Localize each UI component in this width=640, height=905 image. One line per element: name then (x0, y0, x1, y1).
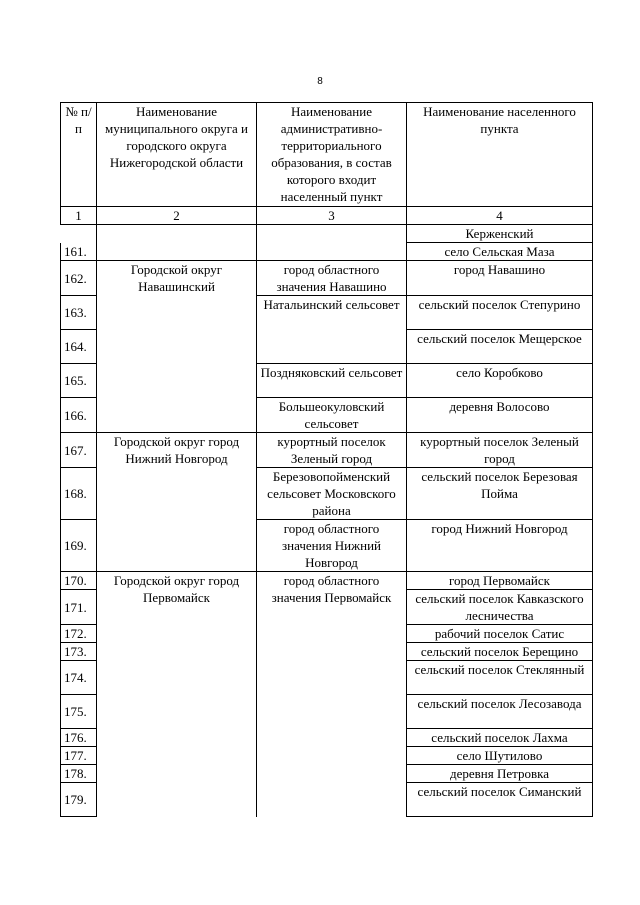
row-number: 164. (61, 330, 97, 364)
row-number: 172. (61, 625, 97, 643)
row-number: 167. (61, 433, 97, 468)
column-number: 3 (257, 207, 407, 225)
column-number: 2 (97, 207, 257, 225)
row-number: 162. (61, 261, 97, 296)
row-number: 178. (61, 765, 97, 783)
settlement-cell: Керженский (407, 225, 593, 243)
admin-unit-cell: Поздняковский сельсовет (257, 364, 407, 398)
admin-unit-cell: город областного значения Нижний Новгород (257, 520, 407, 572)
admin-unit-cell: город областного значения Первомайск (257, 572, 407, 817)
row-number: 165. (61, 364, 97, 398)
table-row (61, 433, 593, 468)
settlement-cell: деревня Петровка (407, 765, 593, 783)
row-number: 170. (61, 572, 97, 590)
row-number: 173. (61, 643, 97, 661)
settlement-cell: сельский поселок Берещино (407, 643, 593, 661)
column-number: 4 (407, 207, 593, 225)
settlement-cell: сельский поселок Кавказского лесничества (407, 590, 593, 625)
settlement-cell: село Сельская Маза (407, 243, 593, 261)
district-cell: Городской округ Навашинский (97, 261, 257, 433)
settlement-cell: сельский поселок Степурино (407, 296, 593, 330)
page-number: 8 (317, 76, 323, 87)
row-number: 163. (61, 296, 97, 330)
header-number: № п/п (61, 103, 97, 207)
settlement-cell: сельский поселок Лесозавода (407, 695, 593, 729)
settlement-cell: город Первомайск (407, 572, 593, 590)
row-number: 166. (61, 398, 97, 433)
admin-unit-cell: курортный поселок Зеленый город (257, 433, 407, 468)
table-row (61, 225, 593, 243)
settlement-cell: сельский поселок Березовая Пойма (407, 468, 593, 520)
settlement-cell: сельский поселок Лахма (407, 729, 593, 747)
table-row (61, 572, 593, 590)
settlement-cell: деревня Волосово (407, 398, 593, 433)
district-cell: Городской округ город Первомайск (97, 572, 257, 817)
admin-unit-cell: Натальинский сельсовет (257, 296, 407, 364)
settlement-cell: город Нижний Новгород (407, 520, 593, 572)
column-number: 1 (61, 207, 97, 225)
row-number: 177. (61, 747, 97, 765)
settlement-cell: сельский поселок Симанский (407, 783, 593, 817)
admin-unit-cell: Березовопойменский сельсовет Московского района (257, 468, 407, 520)
settlements-table (60, 102, 593, 817)
table-row (61, 243, 593, 261)
header-settlement: Наименование населенного пункта (407, 103, 593, 207)
district-cell: Городской округ город Нижний Новгород (97, 433, 257, 572)
column-numbers-row (61, 207, 593, 225)
row-number: 171. (61, 590, 97, 625)
table-row (61, 261, 593, 296)
admin-unit-cell: Большеокуловский сельсовет (257, 398, 407, 433)
header-admin-unit: Наименование административно-территориального образования, в состав которого входит населенный пункт (257, 103, 407, 207)
row-number: 176. (61, 729, 97, 747)
settlement-cell: сельский поселок Стеклянный (407, 661, 593, 695)
row-number: 168. (61, 468, 97, 520)
row-number: 161. (61, 243, 97, 261)
header-district: Наименование муниципального округа и городского округа Нижегородской области (97, 103, 257, 207)
settlement-cell: сельский поселок Мещерское (407, 330, 593, 364)
row-number: 179. (61, 783, 97, 817)
row-number: 174. (61, 661, 97, 695)
settlement-cell: город Навашино (407, 261, 593, 296)
settlement-cell: село Коробково (407, 364, 593, 398)
row-number: 169. (61, 520, 97, 572)
table-header-row (61, 103, 593, 207)
settlement-cell: село Шутилово (407, 747, 593, 765)
settlement-cell: курортный поселок Зеленый город (407, 433, 593, 468)
settlement-cell: рабочий поселок Сатис (407, 625, 593, 643)
row-number: 175. (61, 695, 97, 729)
admin-unit-cell: город областного значения Навашино (257, 261, 407, 296)
